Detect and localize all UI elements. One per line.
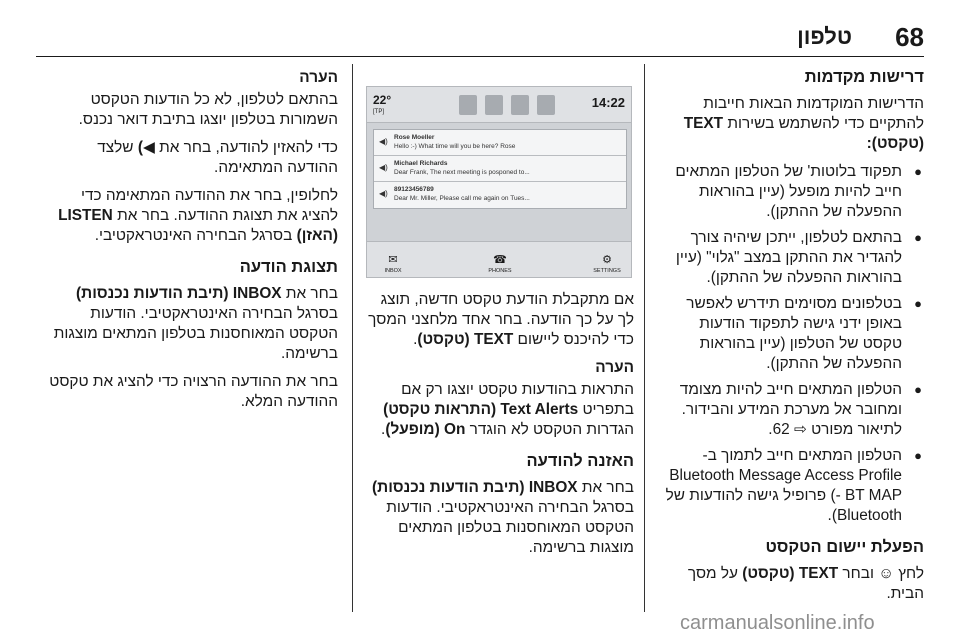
para3-text-2: בסרגל הבחירה האינטראקטיבי. הודעות הטקסט המאוחסנות בטלפון המתאים מוצגות ברשימה. bbox=[53, 305, 338, 362]
listen-heading: האזנה להודעה bbox=[526, 452, 634, 470]
left-column bbox=[46, 66, 338, 420]
caption-text-1: אם מתקבלת הודעת טקסט חדשה, תוצג לך על כך הודעה. בחר אחד מלחצני המסך כדי להיכנס ליישום bbox=[368, 291, 634, 348]
list-item: ● בטלפונים מסוימים תידרש לאפשר באופן ידני גישה לתפקוד הודעות טקסט של הטלפון (עיין בהוראות ההפעלה של ההתקן). bbox=[660, 294, 924, 374]
message-row[interactable] bbox=[374, 130, 626, 156]
para2-text-2: בסרגל הבחירה האינטראקטיבי. bbox=[94, 227, 297, 244]
caption-keyword: TEXT (טקסט) bbox=[417, 331, 514, 348]
page-title: טלפון bbox=[797, 24, 852, 49]
screen-caption bbox=[366, 290, 634, 350]
inbox-label: INBOX bbox=[384, 268, 402, 274]
listen-alternative bbox=[46, 186, 338, 246]
listen-paragraph bbox=[366, 478, 634, 558]
activate-keyword: TEXT (טקסט) bbox=[742, 565, 839, 582]
settings-button[interactable] bbox=[587, 253, 627, 274]
message-sender: Michael Richards bbox=[394, 160, 448, 167]
app-tile-icon bbox=[459, 95, 477, 115]
temperature: 22° bbox=[373, 93, 392, 107]
para3-keyword: INBOX (תיבת הודעות נכנסות) bbox=[76, 285, 282, 302]
intro-text-1: הדרישות המוקדמות הבאות חייבות להתקיים כדי להשתמש בשירות bbox=[703, 95, 924, 132]
message-sender: 89123456789 bbox=[394, 186, 434, 193]
para1-text-1: כדי להאזין להודעה, בחר את bbox=[154, 139, 338, 156]
para1-text-2: שלצד ההודעה המתאימה. bbox=[97, 139, 338, 176]
list-item: ● הטלפון המתאים חייב לתמוך ב-Bluetooth Message Access Profile - BT MAP) פרופיל גישה להודעות של Bluetooth). bbox=[660, 446, 924, 526]
watermark: carmanualsonline.info bbox=[680, 612, 875, 634]
message-row[interactable] bbox=[374, 156, 626, 182]
note-keyword-1: Text Alerts (התראות טקסט) bbox=[383, 401, 579, 418]
prerequisites-intro bbox=[660, 94, 924, 154]
app-tile-icon bbox=[485, 95, 503, 115]
speaker-icon[interactable]: ◀) bbox=[379, 189, 388, 198]
column-divider-right bbox=[644, 64, 645, 612]
note-heading: הערה bbox=[595, 359, 634, 376]
list-item: ● בהתאם לטלפון, ייתכן שיהיה צורך להגדיר את ההתקן במצב "גלוי" (עיין בהוראות ההפעלה של ההתקן). bbox=[660, 228, 924, 288]
note-keyword-2: On (מופעל) bbox=[385, 421, 466, 438]
speaker-icon: ◀) bbox=[137, 139, 155, 156]
inbox-button[interactable] bbox=[373, 253, 413, 274]
intro-text-keyword: TEXT bbox=[683, 115, 724, 132]
activate-paragraph bbox=[660, 564, 924, 604]
home-icon: ☺ bbox=[878, 565, 894, 582]
display-heading: תצוגת הודעה bbox=[239, 258, 338, 276]
message-preview: Dear Mr. Miller, Please call me again on Tues... bbox=[394, 195, 530, 202]
phone-icon: ☎ bbox=[493, 254, 507, 266]
right-column bbox=[660, 66, 924, 612]
prerequisites-heading: דרישות מקדמות bbox=[804, 68, 924, 86]
app-tile-icon bbox=[511, 95, 529, 115]
activate-text-1: לחץ bbox=[893, 565, 924, 582]
message-row[interactable] bbox=[374, 182, 626, 208]
list-item: ● תפקוד בלוטות' של הטלפון המתאים חייב להיות מופעל (עיין בהוראות ההפעלה של ההתקן). bbox=[660, 162, 924, 222]
clock: 14:22 bbox=[591, 95, 625, 110]
activate-text-2: ובחר bbox=[838, 565, 879, 582]
page-header bbox=[0, 0, 960, 56]
note-text: בהתאם לטלפון, לא כל הודעות הטקסט השמורות בטלפון יוצגו בתיבת דואר נכנס. bbox=[78, 91, 338, 128]
tp-indicator: [TP] bbox=[373, 109, 385, 115]
list-item bbox=[660, 380, 924, 440]
prerequisites-list bbox=[660, 162, 924, 526]
screen-status-bar bbox=[367, 87, 632, 123]
para3-text-1: בחר את bbox=[281, 285, 338, 302]
note-text bbox=[366, 380, 634, 440]
listen-text-1: בחר את bbox=[577, 479, 634, 496]
intro-text-2: (טקסט): bbox=[866, 135, 924, 152]
header-rule bbox=[36, 56, 924, 57]
note-text-1: התראות בהודעות טקסט יוצגו רק אם בתפריט bbox=[401, 381, 634, 418]
settings-label: SETTINGS bbox=[593, 268, 621, 274]
middle-column bbox=[366, 290, 634, 566]
screen-action-bar bbox=[367, 241, 632, 277]
activate-heading: הפעלת יישום הטקסט bbox=[765, 538, 924, 556]
list-item-text: הטלפון המתאים חייב להיות מצומד ומחובר אל מערכת המידע והבידור. לתיאור מפורט bbox=[679, 381, 902, 438]
listen-instruction bbox=[46, 138, 338, 178]
message-preview: Dear Frank, The next meeting is posponed to... bbox=[394, 169, 530, 176]
note-text-2: הגדרות הטקסט לא הוגדר bbox=[465, 421, 634, 438]
listen-keyword: INBOX (תיבת הודעות נכנסות) bbox=[372, 479, 578, 496]
message-preview: Hello :-) What time will you be here? Rose bbox=[394, 143, 516, 150]
phones-label: PHONES bbox=[488, 268, 512, 274]
display-paragraph bbox=[46, 284, 338, 364]
message-sender: Rose Moeller bbox=[394, 134, 435, 141]
listen-text-2: בסרגל הבחירה האינטראקטיבי. הודעות הטקסט המאוחסנות בטלפון המתאים מוצגות ברשימה. bbox=[386, 499, 634, 556]
message-list bbox=[373, 129, 627, 209]
column-divider-left bbox=[352, 64, 353, 612]
phones-button[interactable] bbox=[480, 253, 520, 274]
page-number: 68 bbox=[895, 22, 924, 52]
page-reference: ⇨ 62. bbox=[768, 421, 807, 438]
app-tile-icon bbox=[537, 95, 555, 115]
caption-text-2: . bbox=[413, 331, 418, 348]
envelope-icon: ✉ bbox=[388, 254, 398, 266]
speaker-icon[interactable]: ◀) bbox=[379, 163, 388, 172]
infotainment-screen bbox=[366, 86, 632, 278]
activate-text-3: על מסך הבית. bbox=[687, 565, 924, 602]
display-full-text: בחר את ההודעה הרצויה כדי להציג את טקסט ההודעה המלא. bbox=[49, 373, 338, 410]
para2-keyword: LISTEN (האזן) bbox=[58, 207, 338, 244]
note-heading: הערה bbox=[299, 69, 338, 86]
para2-text-1: לחלופין, בחר את ההודעה המתאימה כדי להציג את תצוגת ההודעה. בחר את bbox=[80, 187, 338, 224]
note-text-3: . bbox=[381, 421, 386, 438]
speaker-icon[interactable]: ◀) bbox=[379, 137, 388, 146]
gear-icon: ⚙ bbox=[602, 254, 612, 266]
